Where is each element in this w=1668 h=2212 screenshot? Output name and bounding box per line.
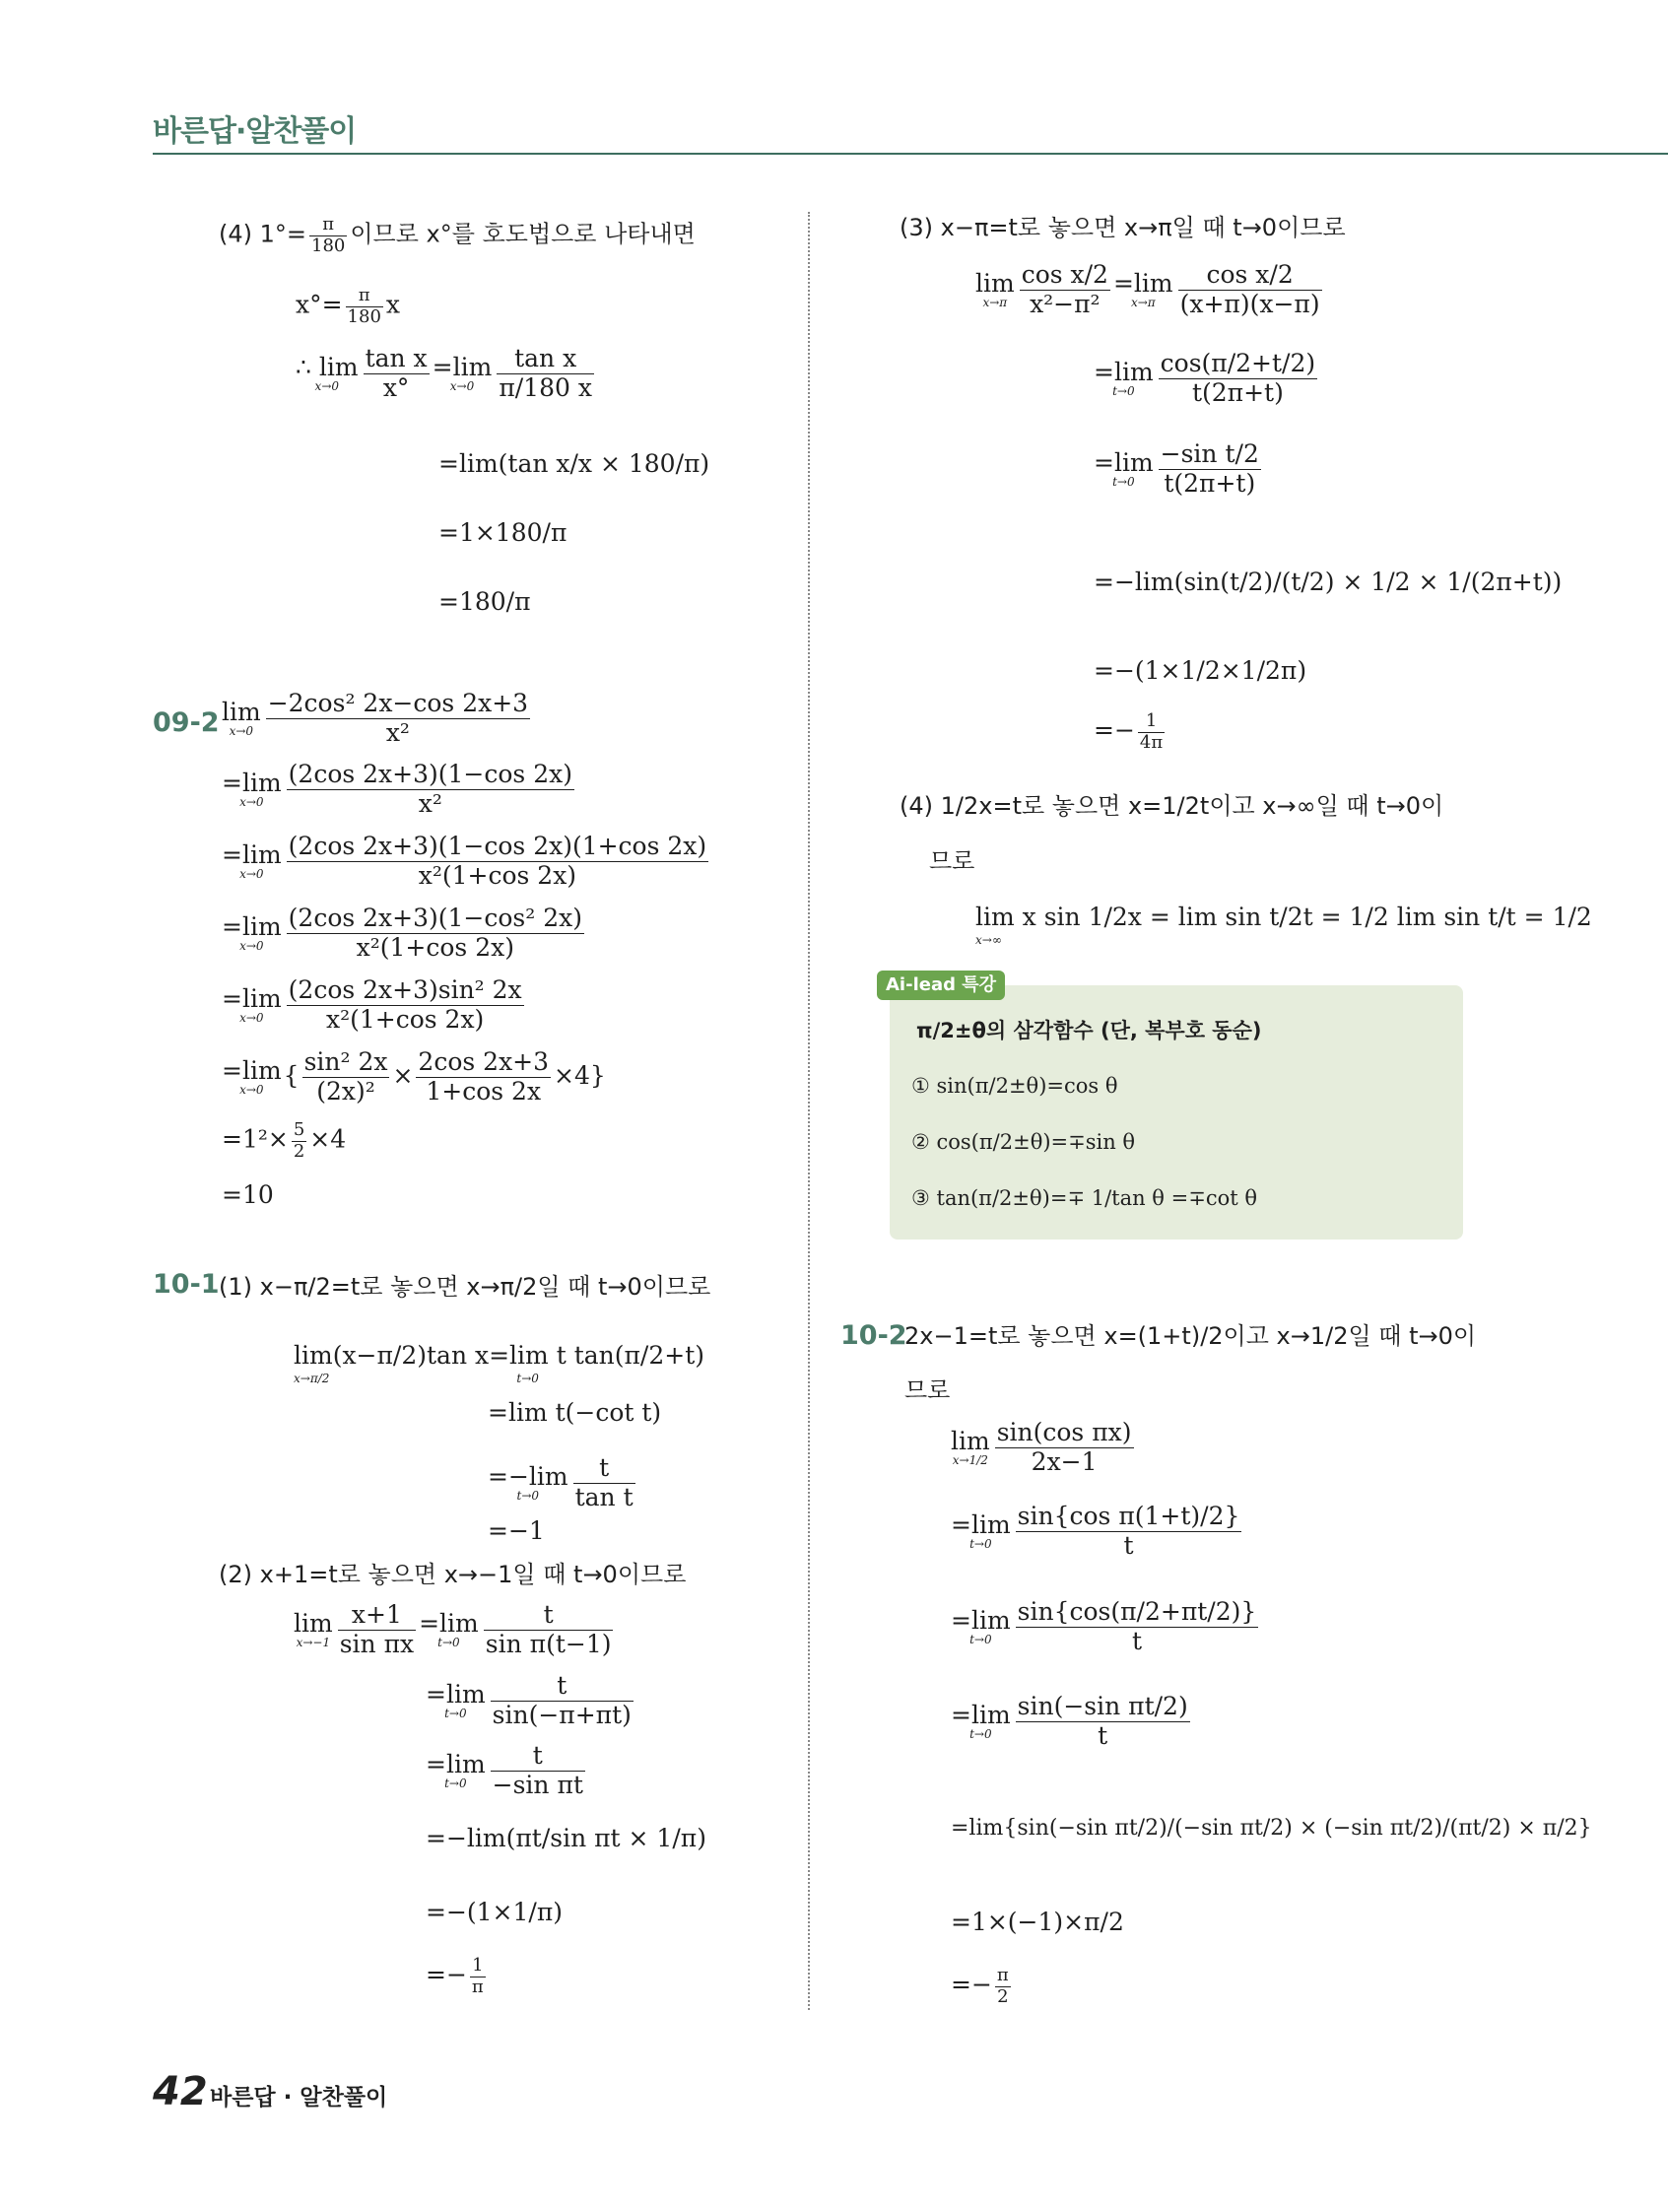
r-p3-e2: =lim t→0 $\frac{\cos(\pi/2+t/2)}{t(2\pi+t)}$ — [1094, 349, 1316, 407]
p101-i2-intro: (2) x+1=t로 놓으면 x→−1일 때 t→0이므로 — [219, 1561, 687, 1588]
problem-label-10-1: 10-1 — [153, 1269, 220, 1300]
problem-label-09-2: 09-2 — [153, 707, 220, 738]
r-p102-e5: =lim{sin(−sin πt/2)/(−sin πt/2) × (−sin πt/2)/(πt/2) × π/2} — [951, 1816, 1592, 1841]
r-p4-e1: lim x sin 1/2x = lim sin t/2t = 1/2 lim sin t/t = 1/2 — [975, 903, 1592, 931]
r-p4-intro2: 므로 — [929, 847, 975, 875]
p092-l8: =10 — [222, 1180, 274, 1209]
r-p3-intro: (3) x−π=t로 놓으면 x→π일 때 t→0이므로 — [900, 214, 1346, 241]
footer-label: 바른답 · 알찬풀이 — [210, 2085, 388, 2111]
r-p3-e4: =−lim(sin(t/2)/(t/2) × 1/2 × 1/(2π+t)) — [1094, 568, 1563, 596]
r-p3-e1: lim x→π $\frac{\text{cos x/2}}{\text{x²−π²}}$ =lim x→π $\frac{\text{cos x/2}}{(x+\pi)(x-\pi)}$ — [975, 260, 1320, 318]
p4-eq1: x°= $\frac{\pi}{180}$ x — [296, 285, 401, 327]
r-p3-e6: =− $\frac{1}{4\pi}$ — [1094, 710, 1164, 753]
p092-l6: =lim x→0 { $\frac{\text{sin² 2x}}{\text{(2x)²}}$ × $\frac{2\cos 2x+3}{1+\cos 2x}$ ×4} — [222, 1047, 606, 1106]
tip-row-1: ① sin(π/2±θ)=cos θ — [911, 1074, 1118, 1098]
p101-i1-e4: =−1 — [488, 1516, 545, 1545]
p101-i1-intro: (1) x−π/2=t로 놓으면 x→π/2일 때 t→0이므로 — [219, 1273, 711, 1301]
p092-l7: =1²× $\frac{5}{2}$ ×4 — [222, 1119, 347, 1162]
r-p102-e1: lim x→1/2 $\frac{\text{sin(cos πx)}}{2x-1}$ — [951, 1418, 1132, 1476]
p101-i2-e5: =−(1×1/π) — [426, 1898, 564, 1926]
header-rule — [153, 153, 1668, 155]
p101-i1-e3: =−lim t→0 $\frac{t}{\text{tan t}}$ — [488, 1453, 634, 1511]
p101-i2-e1: lim x→−1 $\frac{x+1}{\text{sin πx}}$ =lim t→0 $\frac{t}{\text{sin π(t−1)}}$ — [294, 1600, 612, 1658]
p4-eq5: =180/π — [438, 587, 531, 616]
column-divider — [808, 212, 810, 2010]
r-p102-e4: =lim t→0 $\frac{\text{sin(−sin πt/2)}}{t}$ — [951, 1692, 1188, 1750]
p101-i2-e6: =− $\frac{1}{\pi}$ — [426, 1955, 484, 1997]
r-p4-e1-sub: x→∞ — [975, 933, 1002, 947]
r-p3-e3: =lim t→0 $\frac{\text{−sin t/2}}{t(2\pi+t)}$ — [1094, 439, 1259, 498]
p4-eq3: =lim(tan x/x × 180/π) — [438, 449, 710, 478]
p101-i1-e1: lim(x−π/2)tan x=lim t tan(π/2+t) — [294, 1341, 705, 1370]
r-p4-intro: (4) 1/2x=t로 놓으면 x=1/2t이고 x→∞일 때 t→0이 — [900, 792, 1444, 820]
problem-label-10-2: 10-2 — [840, 1320, 907, 1351]
p4-eq4: =1×180/π — [438, 518, 567, 547]
p4-eq2: ∴ lim x→0 $\frac{\text{tan x}}{x^\circ}$ =lim x→0 $\frac{\text{tan x}}{\pi/180 x}$ — [296, 344, 592, 402]
page-number: 42 — [153, 2069, 208, 2114]
tip-badge: Ai-lead 특강 — [877, 971, 1005, 1000]
r-p102-e2: =lim t→0 $\frac{\text{sin\{cos π(1+t)/2\}}}{t}$ — [951, 1502, 1240, 1560]
tip-title: π/2±θ의 삼각함수 (단, 복부호 동순) — [916, 1019, 1262, 1042]
p092-l4: =lim x→0 $\frac{\text{(2cos 2x+3)(1−cos² 2x)}}{\text{x²(1+cos 2x)}}$ — [222, 904, 582, 962]
r-p102-e3: =lim t→0 $\frac{\sin\{\cos(\pi/2+\pi t/2)\}}{t}$ — [951, 1597, 1257, 1655]
r-p102-intro2: 므로 — [904, 1376, 951, 1404]
p101-i2-e4: =−lim(πt/sin πt × 1/π) — [426, 1824, 706, 1852]
p101-i1-e2: =lim t(−cot t) — [488, 1398, 662, 1427]
r-p102-intro: 2x−1=t로 놓으면 x=(1+t)/2이고 x→1/2일 때 t→0이 — [904, 1322, 1477, 1350]
r-p102-e6: =1×(−1)×π/2 — [951, 1908, 1124, 1936]
p101-i1-e1-subs: x→π/2 t→0 — [294, 1372, 539, 1385]
p101-i2-e2: =lim t→0 $\frac{t}{\sin(-\pi+\pi t)}$ — [426, 1671, 632, 1729]
p4-intro: (4) 1°= $\frac{\pi}{180}$ 이므로 x°를 호도법으로 나타내면 — [219, 214, 696, 256]
p092-l3: =lim x→0 $\frac{(2\cos 2x+3)(1-\cos 2x)(1+\cos 2x)}{\text{x²(1+cos 2x)}}$ — [222, 832, 707, 890]
tip-row-2: ② cos(π/2±θ)=∓sin θ — [911, 1130, 1136, 1154]
tip-row-3: ③ tan(π/2±θ)=∓ 1/tan θ =∓cot θ — [911, 1186, 1257, 1210]
p092-l2: =lim x→0 $\frac{(2\cos 2x+3)(1-\cos 2x)}{\text{x²}}$ — [222, 760, 572, 818]
p101-i2-e3: =lim t→0 $\frac{t}{\text{−sin πt}}$ — [426, 1741, 583, 1799]
r-p102-e7: =− $\frac{\pi}{2}$ — [951, 1965, 1009, 2007]
p092-l1: lim x→0 $\frac{\text{−2cos² 2x−cos 2x+3}}{\text{x²}}$ — [222, 689, 529, 747]
page-header-title: 바른답·알찬풀이 — [153, 114, 357, 149]
p092-l5: =lim x→0 $\frac{\text{(2cos 2x+3)sin² 2x}}{\text{x²(1+cos 2x)}}$ — [222, 975, 522, 1034]
r-p3-e5: =−(1×1/2×1/2π) — [1094, 656, 1307, 685]
